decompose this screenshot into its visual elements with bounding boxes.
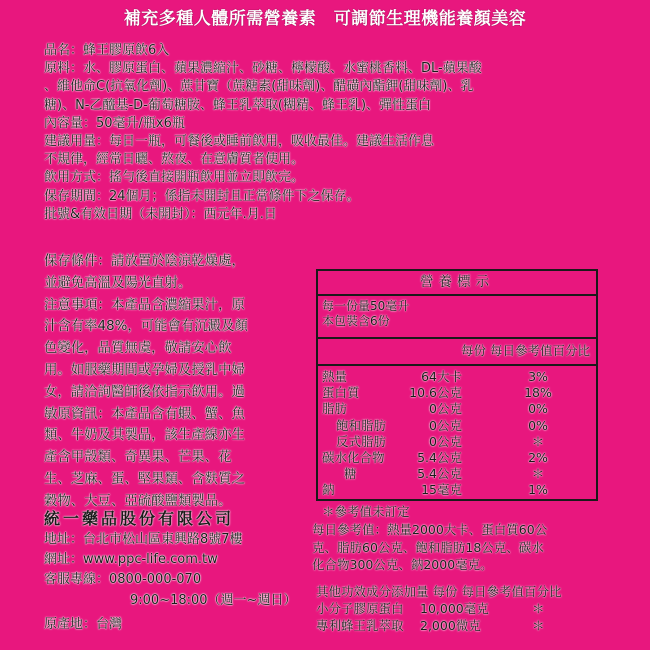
notes-line: 敏原資訊：本產品含有蝦、蟹、魚 [44, 406, 245, 422]
nutrition-column-header: 每份 每日參考值百分比 [318, 339, 596, 366]
product-headline: 補充多種人體所需營養素 可調節生理機能養顏美容 [123, 9, 527, 29]
other-ingredient-pct: ＊ [532, 601, 545, 616]
nutrient-daily-pct: 2% [528, 449, 548, 465]
country-of-origin: 原產地：台灣 [44, 616, 123, 632]
ingredients-line: 原料：水、膠原蛋白、蘋果濃縮汁、砂糖、檸檬酸、水蜜桃香料、DL-蘋果酸 [44, 61, 482, 77]
nutrient-daily-pct: 0% [528, 401, 548, 417]
reference-value-note [312, 503, 547, 574]
other-ingredient-amount: 2,000微克 [420, 618, 481, 633]
nutrient-daily-pct: 0% [528, 417, 548, 433]
reference-note-line: 克、脂肪60公克、飽和脂肪18公克、碳水 [312, 539, 544, 555]
nutrition-serving-info [318, 296, 596, 339]
other-ingredient-amount: 10,000毫克 [420, 601, 489, 616]
ingredients-line: 、維他命C(抗氧化劑)、蔗甘寶（蔗糖素(甜味劑)、醋磺內酯鉀(甜味劑)、乳 [44, 79, 474, 95]
company-website: 網址：www.ppc-life.com.tw [44, 552, 218, 568]
nutrition-row [318, 434, 596, 450]
ingredients-line: 糖)、N-乙醯基-D-葡萄糖胺、蜂王乳萃取(糊精、蜂王乳)、彈性蛋白 [44, 97, 432, 113]
other-functional-ingredients [316, 583, 606, 634]
nutrient-amount: 0公克 [429, 433, 462, 449]
customer-hotline: 客服專線：0800-000-070 [44, 572, 202, 588]
service-hours: 9:00~18:00（週一~週日） [130, 592, 297, 608]
other-ingredient-row [316, 600, 606, 617]
notes-line: 產含甲殼類、奇異果、芒果、花 [44, 450, 232, 466]
nutrient-amount: 5.4公克 [417, 449, 462, 465]
nutrient-daily-pct: ＊ [531, 433, 545, 449]
nutrient-name: 熱量 [322, 369, 348, 384]
notes-line: 汁含有率48%，可能會有沉澱及顏 [44, 319, 248, 335]
nutrient-name: 糖 [344, 466, 357, 482]
nutrient-daily-pct: 1% [528, 482, 548, 498]
nutrient-daily-pct: ＊ [531, 466, 545, 482]
other-ingredients-header: 其他功效成分添加量 每份 每日參考值百分比 [316, 584, 562, 599]
nutrient-name: 脂肪 [322, 401, 348, 417]
nutrient-daily-pct: 3% [528, 369, 548, 384]
notes-line: 生、芝麻、蛋、堅果類、含麩質之 [44, 471, 245, 487]
nutrient-name: 飽和脂肪 [336, 417, 387, 433]
reference-note-title: ＊參考值未訂定 [322, 504, 410, 519]
product-name-line: 品名：蜂王膠原飲6入 [44, 43, 170, 58]
other-ingredient-name: 專利蜂王乳萃取 [316, 618, 404, 633]
nutrient-amount: 0公克 [429, 417, 462, 433]
batch-expiry-line: 批號&有效日期（未開封）：西元年.月.日 [44, 206, 277, 222]
nutrition-row [318, 482, 596, 498]
notes-line: 穀物、大豆、亞硫酸鹽類製品。 [44, 493, 232, 509]
company-name: 統一藥品股份有限公司 [44, 509, 235, 528]
notes-line: 色變化，品質無虞，敬請安心飲 [44, 341, 232, 357]
nutrition-facts-table [316, 269, 598, 501]
nutrition-title: 營養標示 [318, 271, 596, 296]
nutrient-amount: 15毫克 [421, 482, 462, 498]
nutrient-name: 碳水化合物 [322, 449, 385, 465]
notes-line: 用。如服藥期間或孕婦及授乳中婦 [44, 362, 245, 378]
storage-and-cautions-block [44, 251, 314, 513]
nutrient-amount: 5.4公克 [417, 466, 462, 482]
nutrition-row [318, 385, 596, 401]
drinking-method-line: 飲用方式：搖勻後直接開瓶飲用並立即飲完。 [44, 170, 305, 186]
nutrition-rows [318, 366, 596, 499]
nutrition-row [318, 466, 596, 482]
nutrition-row [318, 418, 596, 434]
suggested-use-line: 不規律，經常日曬、熬夜、在意膚質者使用。 [44, 152, 305, 168]
notes-line: 類、牛奶及其製品，該生產線亦生 [44, 428, 245, 444]
nutrition-row [318, 369, 596, 385]
nutrient-name: 鈉 [322, 482, 335, 498]
nutrient-amount: 0公克 [429, 401, 462, 417]
company-contact-block [44, 530, 296, 635]
company-address: 地址：台北市松山區東興路8號7樓 [44, 532, 243, 547]
reference-note-line: 化合物300公克、鈉2000毫克。 [312, 557, 493, 572]
nutrient-name: 反式脂肪 [336, 433, 387, 449]
content-volume-line: 內容量：50毫升/瓶x6瓶 [44, 115, 185, 131]
product-info-block [44, 42, 609, 224]
nutrient-amount: 64大卡 [421, 369, 462, 384]
notes-line: 注意事項：本產品含濃縮果汁，原 [44, 297, 245, 313]
reference-note-line: 每日參考值：熱量2000大卡、蛋白質60公 [312, 522, 548, 537]
notes-line: 並避免高溫及陽光直射。 [44, 275, 192, 291]
other-ingredient-name: 小分子膠原蛋白 [316, 601, 404, 616]
suggested-use-line: 建議用量：每日一瓶，可餐後或睡前飲用，吸收最佳。建議生活作息 [44, 134, 435, 150]
notes-line: 保存條件：請放置於陰涼乾燥處， [44, 254, 245, 269]
nutrition-row [318, 450, 596, 466]
serving-size: 每一份量50毫升 [322, 299, 410, 313]
nutrition-row [318, 401, 596, 417]
nutrient-amount: 10.6公克 [409, 385, 462, 401]
other-ingredient-row [316, 617, 606, 634]
servings-per-package: 本包裝含6份 [322, 314, 390, 328]
nutrient-name: 蛋白質 [322, 385, 360, 401]
other-ingredient-pct: ＊ [532, 618, 545, 633]
nutrient-daily-pct: 18% [524, 385, 552, 401]
shelf-life-line: 保存期間：24個月；係指未開封且正常條件下之保存。 [44, 188, 360, 204]
notes-line: 女，請洽詢醫師後依指示飲用。過 [44, 384, 245, 400]
